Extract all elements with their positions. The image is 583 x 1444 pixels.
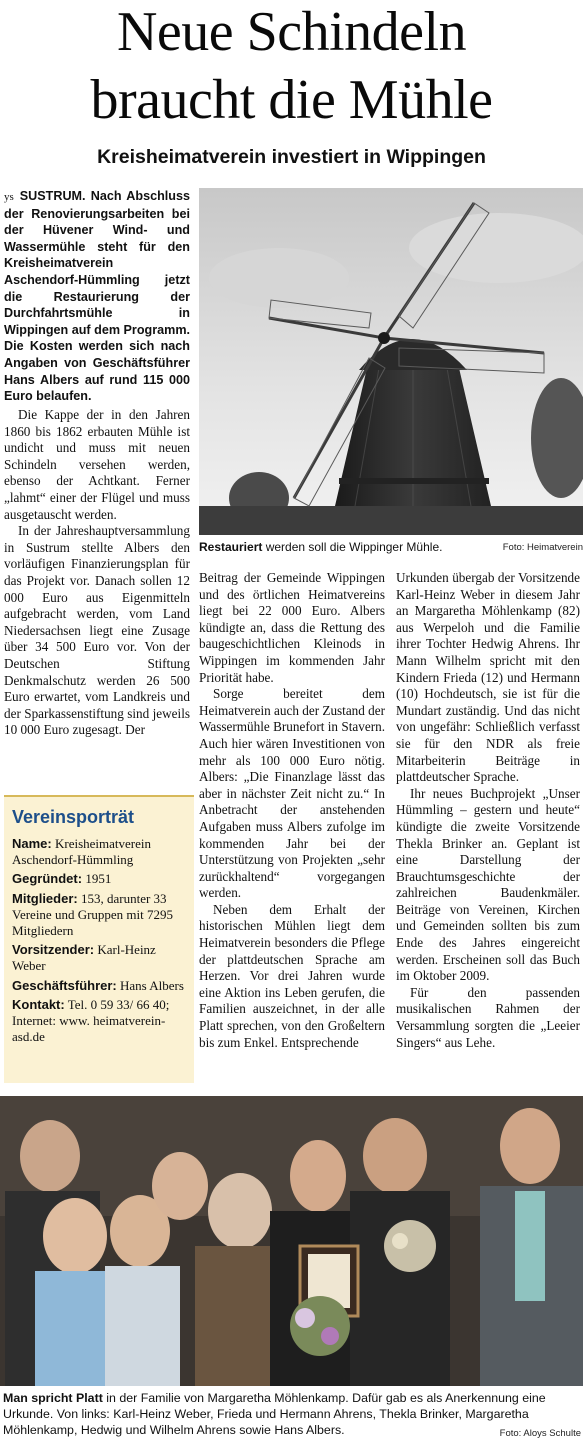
club-portrait-row: Mitglieder: 153, darunter 33 Vereine und Gruppen mit 7295 Mitgliedern [12, 890, 174, 939]
group-caption-text: in der Familie von Margaretha Möhlenkamp. Dafür gab es als Anerkennung eine Urkunde. Von links: Karl-Heinz Weber, Frieda und Hermann Ahrens, Thekla Brinker, Margaretha Möhlenkamp, Hedwig und Wilhelm Ahrens sowie Hans Albers. [3, 1391, 546, 1437]
club-portrait-details [8, 836, 190, 1045]
paragraph: Neben dem Erhalt der historischen Mühlen liegt dem Heimatverein besonders die Pflege der plattdeutschen Sprache am Herzen. Vor drei Jahren wurde eine Aktion ins Leben gerufen, die Familien auszeichnet, in der alle Platt sprechen, von den Großeltern bis zum Enkel. Entsprechende [199, 901, 385, 1050]
mill-photo [199, 188, 583, 535]
mill-photo-credit: Foto: Heimatverein [502, 542, 583, 553]
paragraph: Ihr neues Buchprojekt „Unser Hümmling – gestern und heute“ kündigte die zweite Vorsitzende Thekla Brinker an. Geplant ist eine Darstellung der Brauchtumsgeschichte der zahlreichen Baudenkmäler. Beiträge von Vereinen, Kirchen und Gemeinden sollten bis zum Ende des Jahres eingereicht werden. Erscheinen soll das Buch im Oktober 2009. [396, 785, 580, 984]
club-portrait-title: Vereinsporträt [12, 807, 135, 827]
club-portrait-row: Gegründet: 1951 [12, 871, 112, 887]
paragraph: Urkunden übergab der Vorsitzende Karl-Heinz Weber in diesem Jahr an Margaretha Möhlenkamp (82) aus Werpeloh und die Familie ihrer Tochter Hedwig Ahrens. Ihr Mann Wilhelm spricht mit den Kindern Frieda (12) und Hermann (10) Hochdeutsch, sie ist für die Mundart zuständig. Und das nicht von ungefähr: Schließlich verfasst sie für den NDR als freie Mitarbeiterin Beiträge in plattdeutscher Sprache. [396, 570, 580, 785]
mill-caption-bold: Restauriert [199, 540, 263, 554]
club-portrait-row: Name: Kreisheimatverein Aschendorf-Hümmling [12, 836, 152, 868]
club-portrait-row: Kontakt: Tel. 0 59 33/ 66 40; Internet: www. heimatverein-asd.de [12, 996, 170, 1045]
lead-text: SUSTRUM. Nach Abschluss der Renovierungsarbeiten bei der Hüvener Wind- und Wassermühle steht für den Kreisheimatverein Aschendorf-Hümmling jetzt die Restaurierung der Durchfahrtsmühle in Wippingen auf dem Programm. Die Kosten werden sich nach Angaben von Geschäftsführer Hans Albers auf rund 115 000 Euro belaufen. [4, 189, 191, 404]
subtitle: Kreisheimatverein investiert in Wippingen [97, 146, 486, 168]
club-portrait-row: Geschäftsführer: Hans Albers [12, 977, 184, 993]
mill-photo-caption [199, 540, 499, 555]
paragraph: Sorge bereitet dem Heimatverein auch der Zustand der Wassermühle Brunefort in Stavern. Auch hier wären Investitionen von mehr als 100 000 Euro nötig. Albers: „Die Finanzlage lässt das aber in nächster Zeit nicht zu.“ In Anbetracht der anstehenden Aufgaben muss Albers zufolge im kommenden Jahr bei der Unterstützung von Projekten „sehr zurückhaltend“ vorgegangen werden. [199, 686, 386, 901]
paragraph: Die Kappe der in den Jahren 1860 bis 1862 erbauten Mühle ist undicht und muss mit neuen Schindeln versehen werden, ebenso der Achtkant. Ferner „lahmt“ einer der Flügel und muss ausgetauscht werden. [4, 407, 190, 522]
mill-caption-text: werden soll die Wippinger Mühle. [262, 540, 443, 554]
body-column-1 [4, 407, 190, 739]
body-column-3 [396, 570, 580, 1051]
headline-line-2: braucht die Mühle [90, 69, 493, 131]
headline-line-1: Neue Schindeln [116, 1, 467, 63]
lead-paragraph [4, 188, 190, 405]
group-caption-bold: Man spricht Platt [3, 1391, 103, 1405]
byline: ys [4, 191, 14, 203]
club-portrait-box [4, 795, 194, 1083]
group-photo [0, 1096, 583, 1386]
paragraph: In der Jahreshauptversammlung in Sustrum stellte Albers den vorläufigen Finanzierungsplan für das Projekt vor. Danach sollen 12 000 Euro aus Eigenmitteln aufgebracht werden, vom Land Niedersachsen liegt eine Zusage über 34 500 Euro vor. Von der Deutschen Stiftung Denkmalschutz werden 26 500 Euro erwartet, vom Landkreis und der Sparkassenstiftung sind jeweils 10 000 Euro zugesagt. Der [4, 523, 190, 738]
group-photo-credit: Foto: Aloys Schulte [499, 1428, 581, 1439]
club-portrait-row: Vorsitzender: Karl-Heinz Weber [12, 942, 156, 974]
body-column-2 [199, 570, 385, 1051]
paragraph: Für den passenden musikalischen Rahmen der Versammlung sorgten die „Leeier Singers“ aus Lehe. [396, 984, 580, 1050]
paragraph: Beitrag der Gemeinde Wippingen und des örtlichen Heimatvereins liegt bei 22 000 Euro. Albers kündigte an, dass die Rettung des baugeschichtlichen Kleinods in Wippingen im kommenden Jahr Priorität habe. [199, 570, 385, 685]
